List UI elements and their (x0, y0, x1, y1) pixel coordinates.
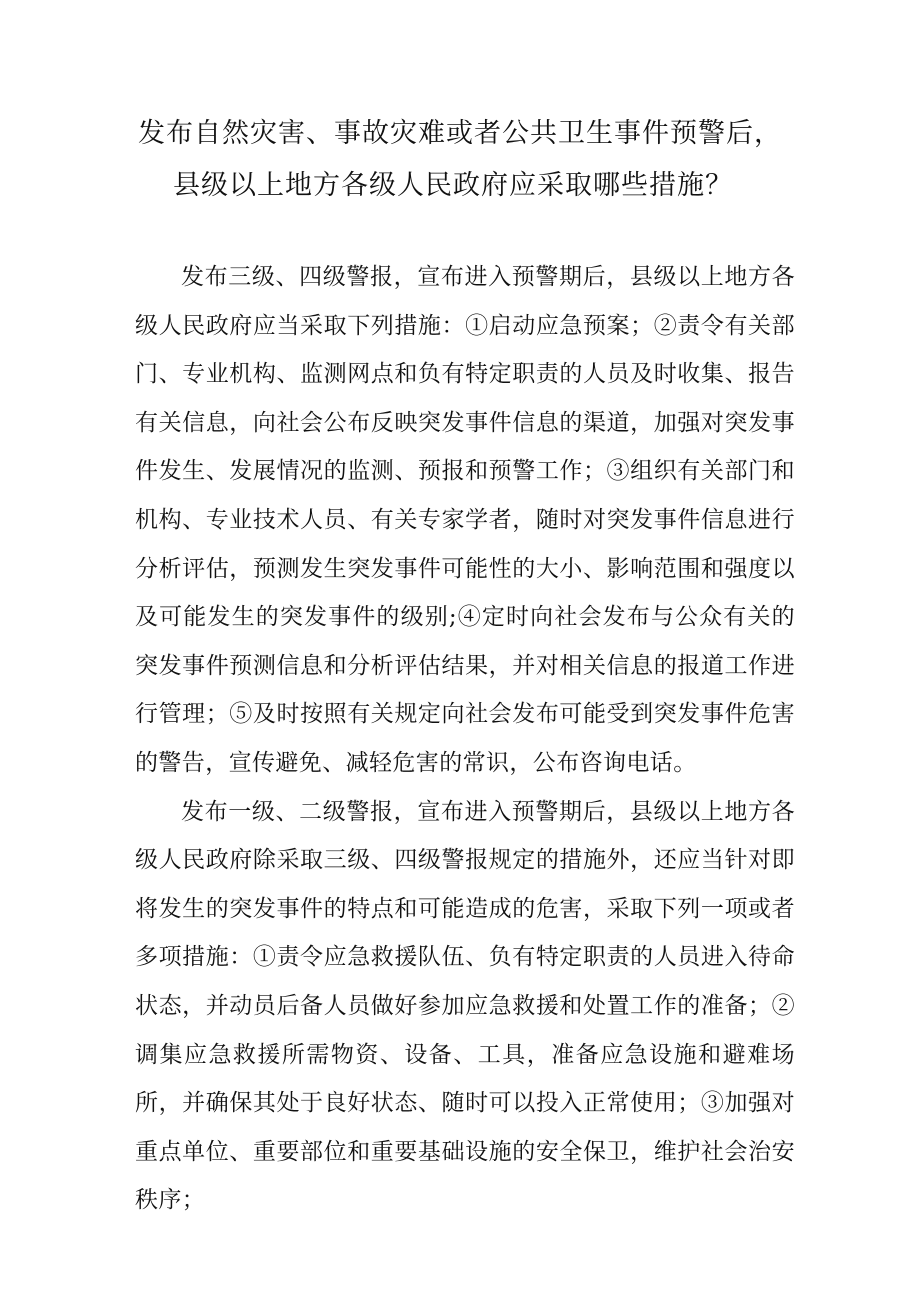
title-line-2: 县级以上地方各级人民政府应采取哪些措施？ (173, 170, 733, 201)
paragraph-level-1-2-warning: 发布一级、二级警报，宣布进入预警期后，县级以上地方各级人民政府除采取三级、四级警报规定的措施外，还应当针对即将发生的突发事件的特点和可能造成的危害，采取下列一项或者多项措施：①责令应急救援队伍、负有特定职责的人员进入待命状态，并动员后备人员做好参加应急救援和处置工作的准备；②调集应急救援所需物资、设备、工具，准备应急设施和避难场所，并确保其处于良好状态、随时可以投入正常使用；③加强对重点单位、重要部位和重要基础设施的安全保卫，维护社会治安秩序； (135, 798, 795, 1214)
document-body (135, 253, 795, 1225)
title-line-1: 发布自然灾害、事故灾难或者公共卫生事件预警后， (138, 118, 782, 149)
paragraph-level-3-4-warning: 发布三级、四级警报，宣布进入预警期后，县级以上地方各级人民政府应当采取下列措施：①启动应急预案；②责令有关部门、专业机构、监测网点和负有特定职责的人员及时收集、报告有关信息，向社会公布反映突发事件信息的渠道，加强对突发事件发生、发展情况的监测、预报和预警工作；③组织有关部门和机构、专业技术人员、有关专家学者，随时对突发事件信息进行分析评估，预测发生突发事件可能性的大小、影响范围和强度以及可能发生的突发事件的级别;④定时向社会发布与公众有关的突发事件预测信息和分析评估结果，并对相关信息的报道工作进行管理；⑤及时按照有关规定向社会发布可能受到突发事件危害的警告，宣传避免、减轻危害的常识，公布咨询电话。 (135, 264, 795, 776)
document-title (100, 108, 820, 212)
